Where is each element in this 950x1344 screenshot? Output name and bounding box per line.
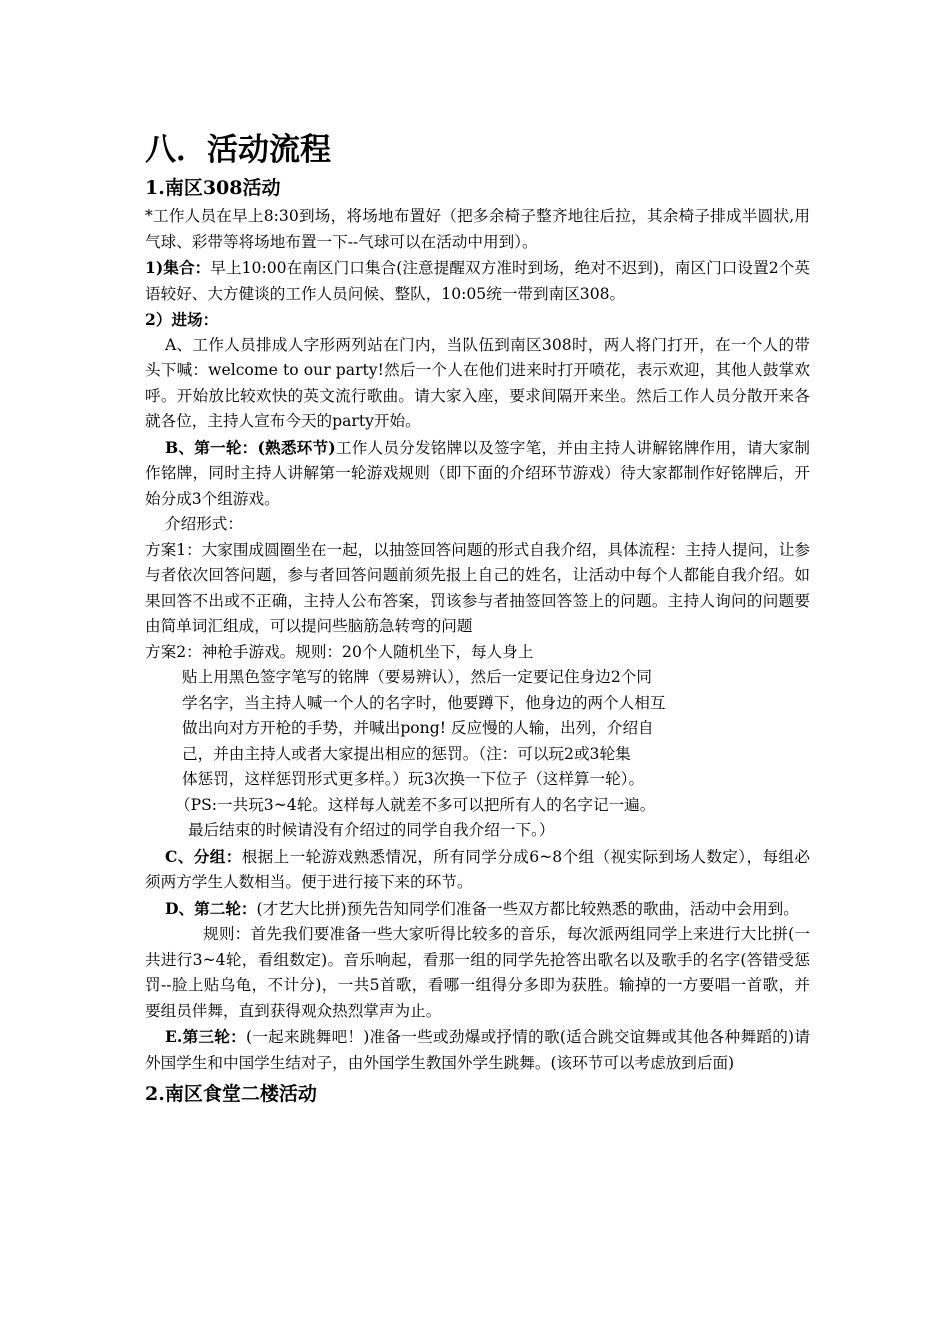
section-title: 八．活动流程 — [145, 132, 331, 168]
step1-label: 1)集合： — [145, 258, 211, 277]
plan2-line: 贴上用黑色签字笔写的铭牌（要易辨认），然后一定要记住身边2个同 — [182, 668, 652, 686]
subsection-title-1: 1.南区308活动 — [145, 177, 281, 199]
paragraph-d — [145, 896, 810, 923]
paragraph-c-text: 根据上一轮游戏熟悉情况，所有同学分成6~8个组（视实际到场人数定），每组必须两方学生人数相当。便于进行接下来的环节。 — [145, 847, 810, 891]
intro-paragraph: *工作人员在早上8:30到场，将场地布置好（把多余椅子整齐地往后拉，其余椅子排成半圆状,用气球、彩带等将场地布置一下--气球可以在活动中用到）。 — [145, 207, 810, 251]
plan2-line: 己，并由主持人或者大家提出相应的惩罚。（注：可以玩2或3轮集 — [182, 744, 631, 763]
paragraph-c — [145, 844, 810, 896]
paragraph-e-label: E.第三轮： — [165, 1027, 246, 1046]
plan2-line: 做出向对方开枪的手势，并喊出pong! 反应慢的人输，出列，介绍自 — [182, 719, 654, 737]
plan1-paragraph: 方案1：大家围成圆圈坐在一起，以抽签回答问题的形式自我介绍，具体流程：主持人提问，让参与者依次回答问题，参与者回答问题前须先报上自己的姓名，让活动中每个人都能自我介绍。如果回答不出或不正确，主持人公布答案，罚该参与者抽签回答签上的问题。主持人询问的问题要由简单词汇组成，可以提问些脑筋急转弯的问题 — [145, 540, 810, 635]
document-body — [145, 128, 810, 1110]
step2-label: 2）进场： — [145, 310, 219, 329]
paragraph-d-text: (才艺大比拼)预先告知同学们准备一些双方都比较熟悉的歌曲，活动中会用到。 — [256, 899, 799, 918]
paragraph-c-label: C、分组： — [165, 846, 242, 866]
step1-text: 早上10:00在南区门口集合(注意提醒双方准时到场，绝对不迟到)，南区门口设置2个英语较好、大方健谈的工作人员问候、整队，10:05统一带到南区308。 — [145, 259, 810, 303]
intro-form-label: 介绍形式： — [165, 515, 243, 533]
paragraph-e — [145, 1024, 810, 1076]
plan2-line: 最后结束的时候请没有介绍过的同学自我介绍一下。） — [183, 821, 555, 839]
plan2-line: 体惩罚，这样惩罚形式更多样。）玩3次换一下位子（这样算一轮）。 — [182, 770, 645, 788]
paragraph-a: A、工作人员排成人字形两列站在门内，当队伍到南区308时，两人将门打开，在一个人的带头下喊：welcome to our party!然后一个人在他们进来时打开喷花，表示欢迎，其他人鼓掌欢呼。开始放比较欢快的英文流行歌曲。请大家入座，要求间隔开来坐。然后工作人员分散开来各就各位，主持人宣布今天的party开始。 — [145, 335, 810, 430]
plan2-line: 学名字，当主持人喊一个人的名字时，他要蹲下，他身边的两个人相互 — [182, 693, 666, 712]
paragraph-b — [145, 435, 810, 513]
paragraph-b-label: B、第一轮：(熟悉环节) — [165, 437, 336, 457]
paragraph-b-text: 工作人员分发铭牌以及签字笔，并由主持人讲解铭牌作用，请大家制作铭牌，同时主持人讲解第一轮游戏规则（即下面的介绍环节游戏）待大家都制作好铭牌后，开始分成3个组游戏。 — [145, 438, 810, 508]
plan2-head: 方案2：神枪手游戏。规则：20个人随机坐下，每人身上 — [145, 642, 534, 661]
plan2-line: （PS:一共玩3~4轮。这样每人就差不多可以把所有人的名字记一遍。 — [175, 795, 656, 814]
subsection-title-2: 2.南区食堂二楼活动 — [145, 1083, 317, 1105]
paragraph-d-label: D、第二轮： — [165, 898, 257, 918]
rules-paragraph: 规则：首先我们要准备一些大家听得比较多的音乐，每次派两组同学上来进行大比拼(一共进行3~4轮，看组数定)。音乐响起，看那一组的同学先抢答出歌名以及歌手的名字(答错受惩罚--脸上贴乌龟，不计分)，一共5首歌，看哪一组得分多即为获胜。输掉的一方要唱一首歌，并要组员伴舞，直到获得观众热烈掌声为止。 — [145, 925, 810, 1020]
step1-paragraph — [145, 255, 810, 307]
paragraph-e-text: (一起来跳舞吧！)准备一些或劲爆或抒情的歌(适合跳交谊舞或其他各种舞蹈的)请外国学生和中国学生结对子，由外国学生教国外学生跳舞。(该环节可以考虑放到后面) — [145, 1028, 810, 1072]
